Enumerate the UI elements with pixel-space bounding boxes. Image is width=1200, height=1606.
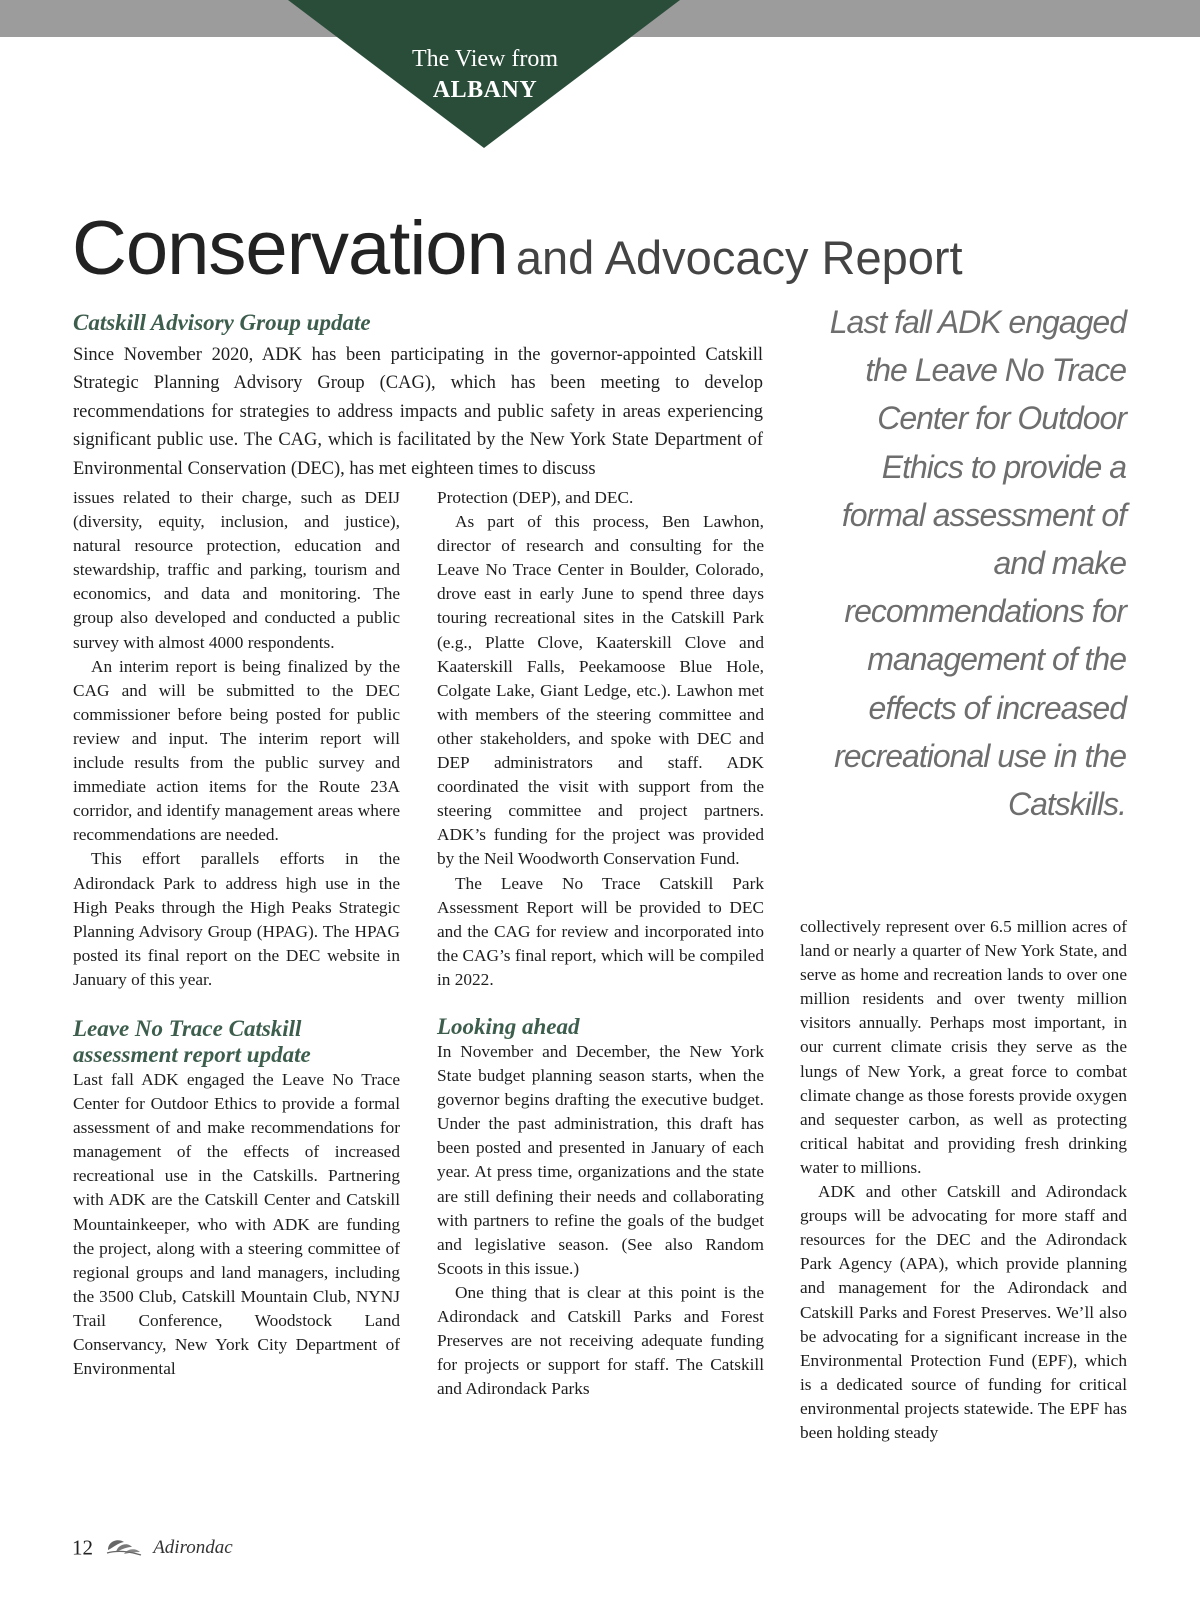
- ahead-paragraph-2: One thing that is clear at this point is the Adirondack and Catskill Parks and Forest Preserves are not receiving adequate funding for projects or support for staff. The Catskill and Adirondack Parks: [437, 1282, 764, 1399]
- heading-lnt: [73, 1016, 400, 1068]
- column-right: [800, 915, 1127, 1445]
- column-left: [73, 486, 400, 1381]
- lnt-paragraph-1: Last fall ADK engaged the Leave No Trace Center for Outdoor Ethics to provide a formal assessment of and make recommendations for management of the effects of increased recreational use in the Catskills. Partnering with ADK are the Catskill Center and Catskill Mountainkeeper, who with ADK are funding the project, along with a steering committee of regional groups and land managers, including the 3500 Club, Catskill Mountain Club, NYNJ Trail Conference, Woodstock Land Conservancy, New York City Department of Environmental: [73, 1069, 400, 1379]
- column-middle: [437, 486, 764, 1401]
- page-number: 12: [72, 1535, 93, 1560]
- heading-looking-ahead: Looking ahead: [437, 1013, 580, 1039]
- ahead-paragraph-4: ADK and other Catskill and Adirondack groups will be advocating for more staff and resources for the DEC and the Adirondack Park Agency (APA), which provide planning and management for the Adirondack and Catskill Parks and Forest Preserves. We’ll also be advocating for a significant increase in the Environmental Protection Fund (EPF), which is a dedicated source of funding for critical environmental projects statewide. The EPF has been holding steady: [800, 1182, 1127, 1442]
- heading-cag: Catskill Advisory Group update: [73, 310, 371, 335]
- section-banner: [340, 44, 630, 106]
- page-footer: [72, 1535, 233, 1561]
- page-title: [72, 205, 963, 292]
- banner-line-1: The View from: [411, 46, 559, 72]
- publication-name: Adirondac: [153, 1537, 233, 1558]
- title-sub: and Advocacy Report: [515, 231, 963, 284]
- cag-paragraph-2: An interim report is being finalized by the CAG and will be submitted to the DEC commissioner before being posted for public review and input. The interim report will include results from the public survey and immediate action items for the Route 23A corridor, and identify management areas where recommendations are needed.: [73, 656, 400, 845]
- leaf-icon: [104, 1535, 144, 1561]
- lnt-paragraph-3: As part of this process, Ben Lawhon, director of research and consulting for the Leave No Trace Center in Boulder, Colorado, drove east in early June to spend three days touring recreational sites in the Catskill Park (e.g., Platte Clove, Kaaterskill Clove and Kaaterskill Falls, Peekamoose Blue Hole, Colgate Lake, Giant Ledge, etc.). Lawhon met with members of the steering committee and other stakeholders, and spoke with DEC and DEP administrators and staff. ADK coordinated the visit with support from the steering committee and project partners. ADK’s funding for the project was provided by the Neil Woodworth Conservation Fund.: [437, 512, 764, 869]
- cag-paragraph-1: issues related to their charge, such as DEIJ (diversity, equity, inclusion, and justice), natural resource protection, education and stewardship, traffic and parking, tourism and economics, and data and monitoring. The group also developed and conducted a public survey with almost 4000 respondents.: [73, 488, 400, 652]
- lead-paragraph: Since November 2020, ADK has been participating in the governor-appointed Catskill Strategic Planning Advisory Group (CAG), which has been meeting to develop recommendations for strategies to address impacts and public safety in areas experiencing significant public use. The CAG, which is facilitated by the New York State Department of Environmental Conservation (DEC), has met eighteen times to discuss: [73, 345, 763, 479]
- pull-quote: Last fall ADK engaged the Leave No Trace Center for Outdoor Ethics to provide a formal assessment of and make recommendations for management of the effects of increased recreational use in the Catskills.: [829, 304, 1126, 823]
- heading-lnt-line-1: Leave No Trace Catskill: [73, 1015, 302, 1041]
- heading-lnt-line-2: assessment report update: [73, 1041, 311, 1067]
- ahead-paragraph-1: In November and December, the New York State budget planning season starts, when the governor begins drafting the executive budget. Under the past administration, this draft has been posted and presented in January of each year. At press time, organizations and the state are still defining their needs and collaborating with partners to refine the goals of the budget and legislative season. (See also Random Scoots in this issue.): [437, 1041, 764, 1278]
- ahead-paragraph-3: collectively represent over 6.5 million acres of land or nearly a quarter of New York State, and serve as home and recreation lands to over one million residents and over twenty million visitors annually. Perhaps most important, in our current climate crisis they serve as the lungs of New York, a great force to combat climate change as those forests provide oxygen and sequester carbon, as well as protecting critical habitat and providing fresh drinking water to millions.: [800, 917, 1127, 1177]
- title-main: Conservation: [72, 206, 508, 291]
- lnt-paragraph-4: The Leave No Trace Catskill Park Assessment Report will be provided to DEC and the CAG for review and incorporated into the CAG’s final report, which will be compiled in 2022.: [437, 873, 764, 989]
- banner-line-2: ALBANY: [432, 77, 538, 103]
- cag-paragraph-3: This effort parallels efforts in the Adirondack Park to address high use in the High Peaks through the High Peaks Strategic Planning Advisory Group (HPAG). The HPAG posted its final report on the DEC website in January of this year.: [73, 849, 400, 989]
- lnt-paragraph-2: Protection (DEP), and DEC.: [437, 488, 634, 507]
